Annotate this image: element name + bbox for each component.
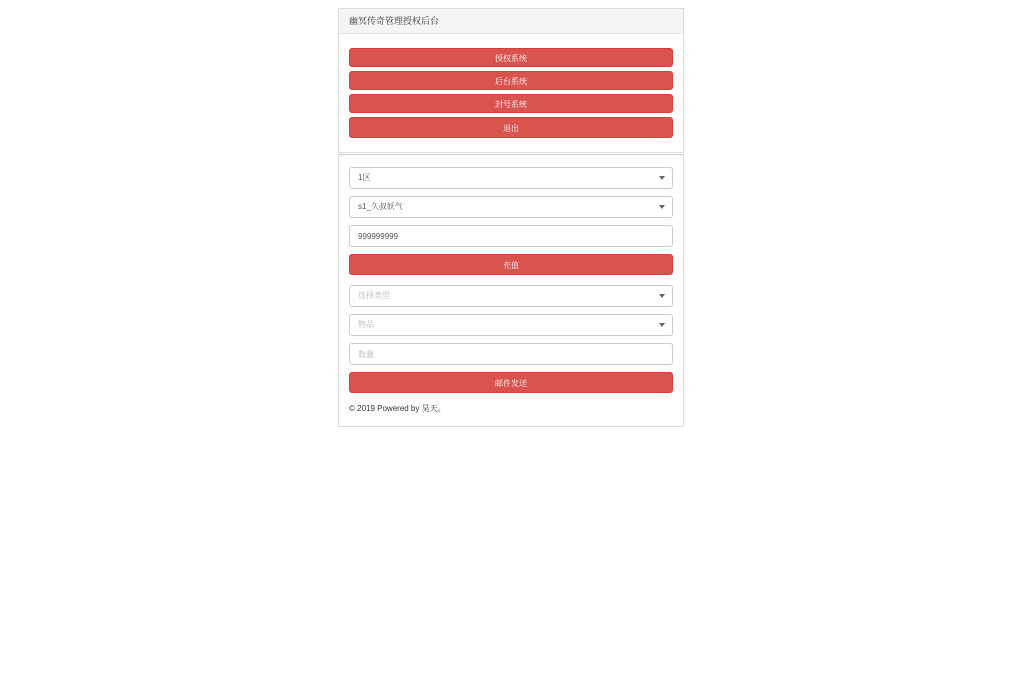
ban-system-button[interactable]: 封号系统 bbox=[349, 94, 673, 113]
logout-button[interactable]: 退出 bbox=[349, 117, 673, 138]
backend-system-button[interactable]: 后台系统 bbox=[349, 71, 673, 90]
recharge-button[interactable]: 充值 bbox=[349, 254, 673, 275]
footer-text: © 2019 Powered by 昊天。 bbox=[349, 404, 446, 413]
mail-send-button[interactable]: 邮件发送 bbox=[349, 372, 673, 393]
quantity-input[interactable] bbox=[349, 343, 673, 365]
item-select-field bbox=[349, 314, 673, 336]
quantity-input-field bbox=[349, 343, 673, 365]
window-title: 幽冥传奇管理授权后台 bbox=[349, 15, 440, 26]
window-titlebar bbox=[339, 9, 683, 34]
operation-form-panel bbox=[338, 154, 684, 427]
type-select[interactable]: 选择类型 bbox=[349, 285, 673, 307]
amount-input[interactable] bbox=[349, 225, 673, 247]
server-select-field bbox=[349, 167, 673, 189]
app-window bbox=[338, 8, 684, 153]
item-select[interactable]: 物品 bbox=[349, 314, 673, 336]
server-select[interactable]: 1区 bbox=[349, 167, 673, 189]
role-select-field bbox=[349, 196, 673, 218]
nav-panel bbox=[339, 34, 683, 152]
type-select-field bbox=[349, 285, 673, 307]
auth-system-button[interactable]: 授权系统 bbox=[349, 48, 673, 67]
amount-input-field bbox=[349, 225, 673, 247]
role-select[interactable]: s1_久叔妖气 bbox=[349, 196, 673, 218]
